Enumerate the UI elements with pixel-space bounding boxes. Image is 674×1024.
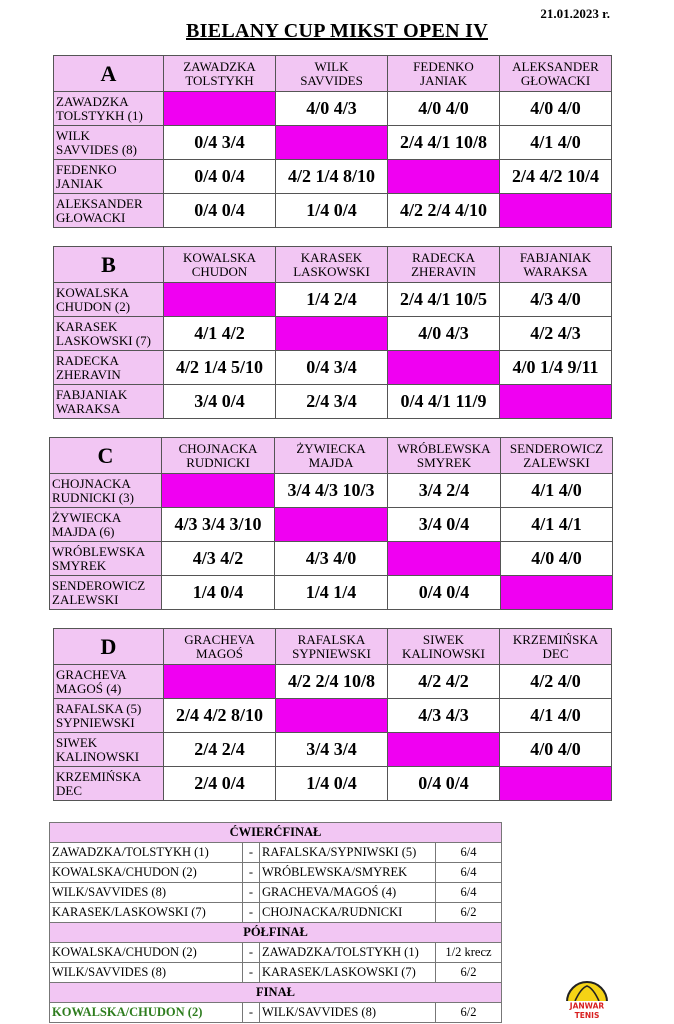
- match-separator: -: [243, 943, 260, 963]
- column-header-line: SYPNIEWSKI: [292, 645, 371, 661]
- tournament-date: 21.01.2023 r.: [540, 6, 610, 21]
- row-header: [54, 126, 164, 160]
- score-cell: 2/4 0/4: [164, 767, 276, 801]
- diagonal-cell: [500, 194, 612, 228]
- quarterfinal-header: ĆWIERĆFINAŁ: [50, 823, 502, 843]
- score-cell: 4/3 4/2: [162, 542, 275, 576]
- row-header: [54, 767, 164, 801]
- match-team-b: KARASEK/LASKOWSKI (7): [260, 963, 436, 983]
- column-header-line: WARAKSA: [523, 263, 588, 279]
- score-cell: 4/0 4/0: [501, 542, 613, 576]
- match-separator: -: [243, 863, 260, 883]
- row-header: [54, 351, 164, 385]
- score-cell: 3/4 4/3 10/3: [275, 474, 388, 508]
- diagonal-cell: [162, 474, 275, 508]
- column-header-line: FABJANIAK: [519, 249, 592, 265]
- column-header-line: SENDEROWICZ: [509, 440, 604, 456]
- score-cell: 4/2 1/4 8/10: [276, 160, 388, 194]
- quarterfinal-row: [50, 903, 502, 923]
- column-header-line: ZAWADZKA: [183, 58, 256, 74]
- match-separator: -: [243, 903, 260, 923]
- score-cell: 4/0 4/0: [500, 92, 612, 126]
- row-header-line: MAJDA (6): [52, 523, 115, 539]
- match-team-b: WILK/SAVVIDES (8): [260, 1003, 436, 1023]
- row-header-line: MAGOŚ (4): [56, 680, 122, 696]
- row-header-line: FEDENKO: [56, 161, 117, 177]
- diagonal-cell: [164, 92, 276, 126]
- final-row: [50, 1003, 502, 1023]
- column-header-line: KOWALSKA: [183, 249, 256, 265]
- column-header: [388, 438, 501, 474]
- group-table-b: [53, 246, 612, 419]
- row-header: [54, 665, 164, 699]
- score-cell: 1/4 0/4: [162, 576, 275, 610]
- score-cell: 1/4 0/4: [276, 194, 388, 228]
- diagonal-cell: [276, 699, 388, 733]
- row-header-line: ŻYWIECKA: [52, 509, 122, 525]
- column-header: [388, 247, 500, 283]
- row-header-line: ZAWADZKA: [56, 93, 129, 109]
- column-header-line: ALEKSANDER: [512, 58, 599, 74]
- match-result: 6/4: [436, 883, 502, 903]
- score-cell: 3/4 0/4: [164, 385, 276, 419]
- diagonal-cell: [388, 160, 500, 194]
- score-cell: 4/2 4/3: [500, 317, 612, 351]
- column-header-line: MAJDA: [308, 454, 354, 470]
- group-table-c: [49, 437, 613, 610]
- score-cell: 4/0 1/4 9/11: [500, 351, 612, 385]
- match-team-b: CHOJNACKA/RUDNICKI: [260, 903, 436, 923]
- quarterfinal-row: [50, 843, 502, 863]
- group-letter: A: [54, 56, 164, 92]
- score-cell: 4/2 4/0: [500, 665, 612, 699]
- tournament-title: BIELANY CUP MIKST OPEN IV: [186, 20, 488, 42]
- column-header-line: RADECKA: [412, 249, 475, 265]
- row-header-line: KALINOWSKI: [56, 748, 140, 764]
- score-cell: 4/3 4/0: [275, 542, 388, 576]
- column-header-line: GRACHEVA: [184, 631, 255, 647]
- score-cell: 3/4 3/4: [276, 733, 388, 767]
- match-result: 6/2: [436, 963, 502, 983]
- column-header: [164, 56, 276, 92]
- row-header: [54, 283, 164, 317]
- diagonal-cell: [164, 283, 276, 317]
- row-header: [50, 542, 162, 576]
- row-header-line: WILK: [56, 127, 90, 143]
- match-result: 6/2: [436, 1003, 502, 1023]
- match-team-b: ZAWADZKA/TOLSTYKH (1): [260, 943, 436, 963]
- column-header: [276, 629, 388, 665]
- group-letter: D: [54, 629, 164, 665]
- row-header-line: WRÓBLEWSKA: [52, 543, 146, 559]
- score-cell: 4/1 4/0: [500, 699, 612, 733]
- row-header: [54, 194, 164, 228]
- row-header-line: SYPNIEWSKI: [56, 714, 135, 730]
- match-team-a: KARASEK/LASKOWSKI (7): [50, 903, 243, 923]
- column-header-line: CHOJNACKA: [178, 440, 258, 456]
- row-header: [50, 508, 162, 542]
- column-header: [388, 629, 500, 665]
- score-cell: 4/0 4/0: [500, 733, 612, 767]
- score-cell: 2/4 4/1 10/8: [388, 126, 500, 160]
- final-header: FINAŁ: [50, 983, 502, 1003]
- janwar-tenis-logo: [563, 974, 611, 1020]
- column-header: [164, 247, 276, 283]
- column-header-line: CHUDON: [191, 263, 248, 279]
- match-team-b: GRACHEVA/MAGOŚ (4): [260, 883, 436, 903]
- score-cell: 4/3 3/4 3/10: [162, 508, 275, 542]
- column-header: [501, 438, 613, 474]
- row-header-line: RUDNICKI (3): [52, 489, 134, 505]
- column-header-line: GŁOWACKI: [520, 72, 591, 88]
- column-header: [162, 438, 275, 474]
- score-cell: 3/4 2/4: [388, 474, 501, 508]
- score-cell: 0/4 0/4: [388, 576, 501, 610]
- row-header: [54, 160, 164, 194]
- group-letter: B: [54, 247, 164, 283]
- score-cell: 4/2 4/2: [388, 665, 500, 699]
- match-team-a: KOWALSKA/CHUDON (2): [50, 863, 243, 883]
- score-cell: 4/2 2/4 10/8: [276, 665, 388, 699]
- match-team-b: WRÓBLEWSKA/SMYREK: [260, 863, 436, 883]
- row-header-line: GRACHEVA: [56, 666, 127, 682]
- column-header: [276, 56, 388, 92]
- row-header-line: SAVVIDES (8): [56, 141, 138, 157]
- column-header-line: WRÓBLEWSKA: [397, 440, 491, 456]
- group-table-d: [53, 628, 612, 801]
- group-letter: C: [50, 438, 162, 474]
- score-cell: 1/4 0/4: [276, 767, 388, 801]
- row-header-line: DEC: [56, 782, 82, 798]
- column-header-line: KALINOWSKI: [401, 645, 486, 661]
- match-result: 6/4: [436, 843, 502, 863]
- column-header-line: SMYREK: [416, 454, 472, 470]
- knockout-table: [49, 822, 502, 1023]
- match-team-a: WILK/SAVVIDES (8): [50, 963, 243, 983]
- score-cell: 4/1 4/1: [501, 508, 613, 542]
- score-cell: 2/4 3/4: [276, 385, 388, 419]
- score-cell: 2/4 2/4: [164, 733, 276, 767]
- diagonal-cell: [500, 767, 612, 801]
- row-header-line: TOLSTYKH (1): [56, 107, 143, 123]
- row-header: [54, 317, 164, 351]
- score-cell: 2/4 4/1 10/5: [388, 283, 500, 317]
- match-team-a: WILK/SAVVIDES (8): [50, 883, 243, 903]
- row-header-line: KOWALSKA: [56, 284, 129, 300]
- score-cell: 4/1 4/0: [501, 474, 613, 508]
- row-header-line: SMYREK: [52, 557, 107, 573]
- row-header: [50, 576, 162, 610]
- score-cell: 4/2 2/4 4/10: [388, 194, 500, 228]
- score-cell: 0/4 3/4: [164, 126, 276, 160]
- score-cell: 4/1 4/2: [164, 317, 276, 351]
- diagonal-cell: [164, 665, 276, 699]
- match-team-a: ZAWADZKA/TOLSTYKH (1): [50, 843, 243, 863]
- column-header-line: JANIAK: [420, 72, 467, 88]
- score-cell: 2/4 4/2 10/4: [500, 160, 612, 194]
- score-cell: 1/4 1/4: [275, 576, 388, 610]
- diagonal-cell: [388, 351, 500, 385]
- row-header-line: KARASEK: [56, 318, 118, 334]
- row-header: [54, 699, 164, 733]
- column-header-line: FEDENKO: [413, 58, 474, 74]
- row-header-line: CHUDON (2): [56, 298, 131, 314]
- match-separator: -: [243, 883, 260, 903]
- diagonal-cell: [276, 126, 388, 160]
- row-header-line: KRZEMIŃSKA: [56, 768, 142, 784]
- diagonal-cell: [275, 508, 388, 542]
- row-header: [54, 385, 164, 419]
- column-header-line: LASKOWSKI: [293, 263, 370, 279]
- score-cell: 0/4 0/4: [164, 160, 276, 194]
- quarterfinal-row: [50, 863, 502, 883]
- match-result: 1/2 krecz: [436, 943, 502, 963]
- semifinal-row: [50, 943, 502, 963]
- diagonal-cell: [500, 385, 612, 419]
- diagonal-cell: [388, 733, 500, 767]
- score-cell: 0/4 4/1 11/9: [388, 385, 500, 419]
- row-header-line: ZHERAVIN: [56, 366, 121, 382]
- column-header-line: RAFALSKA: [297, 631, 366, 647]
- score-cell: 1/4 2/4: [276, 283, 388, 317]
- diagonal-cell: [276, 317, 388, 351]
- row-header: [54, 92, 164, 126]
- row-header-line: LASKOWSKI (7): [56, 332, 151, 348]
- match-team-b: RAFALSKA/SYPNIWSKI (5): [260, 843, 436, 863]
- semifinal-row: [50, 963, 502, 983]
- row-header-line: JANIAK: [56, 175, 103, 191]
- column-header-line: RUDNICKI: [186, 454, 250, 470]
- column-header: [164, 629, 276, 665]
- logo-top-text: JANWAR: [569, 1001, 605, 1011]
- match-separator: -: [243, 843, 260, 863]
- diagonal-cell: [501, 576, 613, 610]
- logo-bottom-text: TENIS: [574, 1011, 600, 1020]
- score-cell: 4/2 1/4 5/10: [164, 351, 276, 385]
- column-header: [276, 247, 388, 283]
- column-header: [500, 629, 612, 665]
- match-team-a: KOWALSKA/CHUDON (2): [50, 943, 243, 963]
- column-header: [500, 247, 612, 283]
- column-header: [388, 56, 500, 92]
- score-cell: 4/3 4/0: [500, 283, 612, 317]
- match-separator: -: [243, 1003, 260, 1023]
- column-header-line: ZHERAVIN: [411, 263, 476, 279]
- row-header-line: CHOJNACKA: [52, 475, 131, 491]
- score-cell: 4/1 4/0: [500, 126, 612, 160]
- column-header: [500, 56, 612, 92]
- score-cell: 3/4 0/4: [388, 508, 501, 542]
- column-header-line: SAVVIDES: [300, 72, 363, 88]
- column-header: [275, 438, 388, 474]
- match-result: 6/4: [436, 863, 502, 883]
- column-header-line: KRZEMIŃSKA: [512, 631, 599, 647]
- row-header: [54, 733, 164, 767]
- final-winner: KOWALSKA/CHUDON (2): [50, 1003, 243, 1023]
- row-header-line: FABJANIAK: [56, 386, 128, 402]
- match-separator: -: [243, 963, 260, 983]
- column-header-line: SIWEK: [422, 631, 465, 647]
- column-header-line: ŻYWIECKA: [296, 440, 366, 456]
- score-cell: 4/0 4/3: [276, 92, 388, 126]
- column-header-line: TOLSTYKH: [185, 72, 254, 88]
- column-header-line: DEC: [542, 645, 569, 661]
- row-header-line: ZALEWSKI: [52, 591, 119, 607]
- diagonal-cell: [388, 542, 501, 576]
- score-cell: 0/4 0/4: [388, 767, 500, 801]
- column-header-line: WILK: [314, 58, 349, 74]
- group-table-a: [53, 55, 612, 228]
- column-header-line: KARASEK: [300, 249, 363, 265]
- column-header-line: ZALEWSKI: [523, 454, 590, 470]
- row-header-line: WARAKSA: [56, 400, 121, 416]
- score-cell: 4/0 4/3: [388, 317, 500, 351]
- score-cell: 0/4 3/4: [276, 351, 388, 385]
- score-cell: 4/0 4/0: [388, 92, 500, 126]
- row-header-line: SENDEROWICZ: [52, 577, 146, 593]
- row-header-line: RAFALSKA (5): [56, 700, 142, 716]
- semifinal-header: PÓŁFINAŁ: [50, 923, 502, 943]
- quarterfinal-row: [50, 883, 502, 903]
- row-header-line: GŁOWACKI: [56, 209, 126, 225]
- column-header-line: MAGOŚ: [196, 645, 243, 661]
- row-header: [50, 474, 162, 508]
- score-cell: 4/3 4/3: [388, 699, 500, 733]
- row-header-line: RADECKA: [56, 352, 119, 368]
- score-cell: 0/4 0/4: [164, 194, 276, 228]
- row-header-line: ALEKSANDER: [56, 195, 143, 211]
- match-result: 6/2: [436, 903, 502, 923]
- row-header-line: SIWEK: [56, 734, 98, 750]
- score-cell: 2/4 4/2 8/10: [164, 699, 276, 733]
